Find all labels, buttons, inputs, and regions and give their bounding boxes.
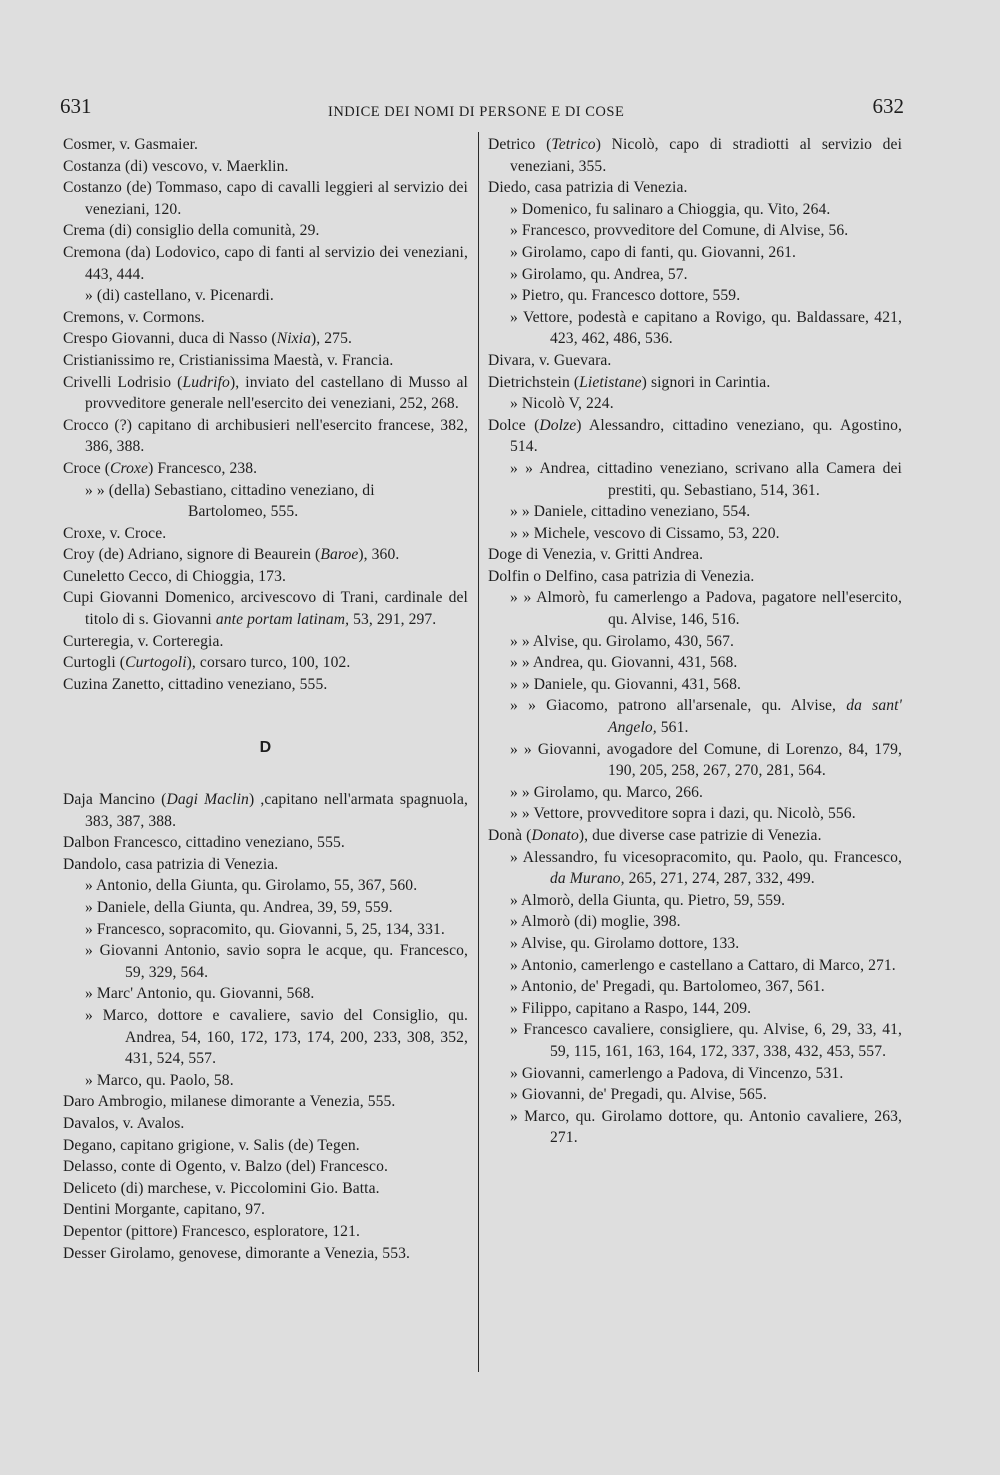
index-subentry-continuation: Bartolomeo, 555. bbox=[188, 503, 299, 521]
index-entry: Dandolo, casa patrizia di Venezia. bbox=[63, 855, 279, 873]
index-entry: Crespo Giovanni, duca di Nasso (Nixia), 275. bbox=[63, 330, 352, 348]
page-number-right: 632 bbox=[872, 94, 904, 118]
index-entry: Dalbon Francesco, cittadino veneziano, 555. bbox=[63, 834, 345, 852]
index-subentry: » Francesco, provveditore del Comune, di Alvise, 56. bbox=[510, 222, 849, 240]
index-subentry: » Giovanni Antonio, savio sopra le acque, qu. Francesco, 59, 329, 564. bbox=[85, 942, 468, 981]
header-title: INDICE DEI NOMI DI PERSONE E DI COSE bbox=[328, 104, 625, 120]
index-subentry: » Giovanni, de' Pregadi, qu. Alvise, 565. bbox=[510, 1086, 767, 1104]
index-subentry: » » (della) Sebastiano, cittadino veneziano, di bbox=[85, 481, 375, 499]
index-entry: Dolfin o Delfino, casa patrizia di Venezia. bbox=[488, 567, 755, 585]
index-entry: Cristianissimo re, Cristianissima Maestà, v. Francia. bbox=[63, 351, 394, 369]
index-subentry: » Giovanni, camerlengo a Padova, di Vincenzo, 531. bbox=[510, 1064, 844, 1082]
index-entry: Croxe, v. Croce. bbox=[63, 524, 167, 542]
column-divider bbox=[478, 132, 479, 1372]
index-subentry: » » Girolamo, qu. Marco, 266. bbox=[510, 783, 704, 801]
index-subentry: » » Alvise, qu. Girolamo, 430, 567. bbox=[510, 632, 734, 650]
index-subentry: » Francesco, sopracomito, qu. Giovanni, 5, 25, 134, 331. bbox=[85, 920, 445, 938]
index-subentry: » Nicolò V, 224. bbox=[510, 395, 614, 413]
index-subentry: » Marc' Antonio, qu. Giovanni, 568. bbox=[85, 985, 315, 1003]
index-subentry: » » Michele, vescovo di Cissamo, 53, 220. bbox=[510, 524, 780, 542]
index-entry: Deliceto (di) marchese, v. Piccolomini Gio. Batta. bbox=[63, 1179, 380, 1197]
index-entry: Crocco (?) capitano di archibusieri nell'esercito francese, 382, 386, 388. bbox=[63, 416, 468, 456]
index-subentry: » Marco, dottore e cavaliere, savio del Consiglio, qu. Andrea, 54, 160, 172, 173, 174, 200, 233, 308, 352, 431, 524, 557. bbox=[85, 1006, 468, 1068]
index-entry: Degano, capitano grigione, v. Salis (de) Tegen. bbox=[63, 1136, 360, 1154]
index-subentry: » Domenico, fu salinaro a Chioggia, qu. Vito, 264. bbox=[510, 200, 831, 218]
index-subentry: » Marco, qu. Paolo, 58. bbox=[85, 1071, 234, 1089]
section-letter: D bbox=[259, 739, 272, 757]
index-subentry: » Antonio, della Giunta, qu. Girolamo, 55, 367, 560. bbox=[85, 877, 418, 895]
index-subentry: » Antonio, camerlengo e castellano a Cattaro, di Marco, 271. bbox=[510, 956, 896, 974]
index-entry: Divara, v. Guevara. bbox=[488, 351, 612, 369]
index-entry: Cremons, v. Cormons. bbox=[63, 308, 205, 326]
index-subentry: » Vettore, podestà e capitano a Rovigo, qu. Baldassare, 421, 423, 462, 486, 536. bbox=[510, 308, 902, 348]
index-entry: Curtogli (Curtogoli), corsaro turco, 100, 102. bbox=[63, 654, 351, 672]
index-subentry: » » Vettore, provveditore sopra i dazi, qu. Nicolò, 556. bbox=[510, 805, 856, 823]
index-entry: Donà (Donato), due diverse case patrizie di Venezia. bbox=[488, 827, 822, 844]
index-subentry: » Girolamo, capo di fanti, qu. Giovanni, 261. bbox=[510, 243, 797, 261]
index-entry: Curteregia, v. Corteregia. bbox=[63, 632, 224, 650]
left-column bbox=[63, 134, 468, 1264]
index-subentry: » » Almorò, fu camerlengo a Padova, pagatore nell'esercito, qu. Alvise, 146, 516. bbox=[510, 589, 902, 629]
index-subentry: » Girolamo, qu. Andrea, 57. bbox=[510, 265, 688, 283]
index-subentry: » Alessandro, fu vicesopracomito, qu. Paolo, qu. Francesco, da Murano, 265, 271, 274, 287, 332, 499. bbox=[510, 848, 902, 888]
index-entry: Dentini Morgante, capitano, 97. bbox=[63, 1201, 266, 1219]
index-subentry: » Daniele, della Giunta, qu. Andrea, 39, 59, 559. bbox=[85, 899, 393, 916]
index-subentry: » » Andrea, qu. Giovanni, 431, 568. bbox=[510, 654, 738, 672]
index-subentry: » » Daniele, cittadino veneziano, 554. bbox=[510, 503, 751, 521]
index-subentry: » Almorò, della Giunta, qu. Pietro, 59, 559. bbox=[510, 891, 786, 909]
index-entry: Daja Mancino (Dagi Maclin) ,capitano nell'armata spagnuola, 383, 387, 388. bbox=[63, 791, 468, 830]
index-subentry: » (di) castellano, v. Picenardi. bbox=[85, 287, 274, 305]
index-entry: Delasso, conte di Ogento, v. Balzo (del) Francesco. bbox=[63, 1158, 388, 1176]
index-entry: Detrico (Tetrico) Nicolò, capo di stradiotti al servizio dei veneziani, 355. bbox=[488, 136, 902, 175]
running-header bbox=[60, 94, 904, 126]
index-entry: Cuneletto Cecco, di Chioggia, 173. bbox=[63, 567, 286, 585]
index-subentry: » Marco, qu. Girolamo dottore, qu. Antonio cavaliere, 263, 271. bbox=[510, 1107, 902, 1147]
index-entry: Dolce (Dolze) Alessandro, cittadino veneziano, qu. Agostino, 514. bbox=[488, 416, 903, 456]
index-entry: Cupi Giovanni Domenico, arcivescovo di Trani, cardinale del titolo di s. Giovanni ante portam latinam, 53, 291, 297. bbox=[63, 589, 468, 629]
index-entry: Crema (di) consiglio della comunità, 29. bbox=[63, 222, 320, 240]
index-entry: Costanza (di) vescovo, v. Maerklin. bbox=[63, 157, 289, 175]
index-subentry: » » Andrea, cittadino veneziano, scrivano alla Camera dei prestiti, qu. Sebastiano, 514, 361. bbox=[510, 459, 902, 499]
index-entry: Doge di Venezia, v. Gritti Andrea. bbox=[488, 546, 704, 564]
index-entry: Cremona (da) Lodovico, capo di fanti al servizio dei veneziani, 443, 444. bbox=[63, 243, 468, 283]
index-entry: Desser Girolamo, genovese, dimorante a Venezia, 553. bbox=[63, 1244, 410, 1262]
right-column bbox=[488, 134, 902, 1149]
index-entry: Crivelli Lodrisio (Ludrifo), inviato del castellano di Musso al provveditore generale nell'esercito dei veneziani, 252, 268. bbox=[63, 373, 468, 413]
index-entry: Dietrichstein (Lietistane) signori in Carintia. bbox=[488, 373, 771, 391]
index-entry: Croce (Croxe) Francesco, 238. bbox=[63, 459, 258, 477]
index-subentry: » Pietro, qu. Francesco dottore, 559. bbox=[510, 287, 741, 305]
index-entry: Costanzo (de) Tommaso, capo di cavalli leggieri al servizio dei veneziani, 120. bbox=[63, 179, 468, 218]
index-subentry: » » Daniele, qu. Giovanni, 431, 568. bbox=[510, 675, 741, 693]
index-subentry: » Antonio, de' Pregadi, qu. Bartolomeo, 367, 561. bbox=[510, 978, 825, 996]
page-number-left: 631 bbox=[60, 94, 92, 118]
index-entry: Cosmer, v. Gasmaier. bbox=[63, 136, 199, 153]
index-subentry: » Filippo, capitano a Raspo, 144, 209. bbox=[510, 999, 752, 1017]
index-entry: Daro Ambrogio, milanese dimorante a Venezia, 555. bbox=[63, 1093, 396, 1111]
index-subentry: » Almorò (di) moglie, 398. bbox=[510, 913, 681, 931]
index-entry: Cuzina Zanetto, cittadino veneziano, 555. bbox=[63, 675, 328, 693]
index-subentry: » Francesco cavaliere, consigliere, qu. Alvise, 6, 29, 33, 41, 59, 115, 161, 163, 164, 172, 337, 338, 432, 453, 557. bbox=[510, 1021, 902, 1060]
index-entry: Diedo, casa patrizia di Venezia. bbox=[488, 179, 688, 197]
index-entry: Depentor (pittore) Francesco, esploratore, 121. bbox=[63, 1222, 360, 1240]
index-subentry: » Alvise, qu. Girolamo dottore, 133. bbox=[510, 934, 740, 952]
index-subentry: » » Giacomo, patrono all'arsenale, qu. Alvise, da sant' Angelo, 561. bbox=[510, 697, 902, 737]
index-entry: Davalos, v. Avalos. bbox=[63, 1114, 185, 1132]
index-subentry: » » Giovanni, avogadore del Comune, di Lorenzo, 84, 179, 190, 205, 258, 267, 270, 281, 564. bbox=[510, 740, 902, 780]
index-entry: Croy (de) Adriano, signore di Beaurein (Baroe), 360. bbox=[63, 546, 400, 564]
